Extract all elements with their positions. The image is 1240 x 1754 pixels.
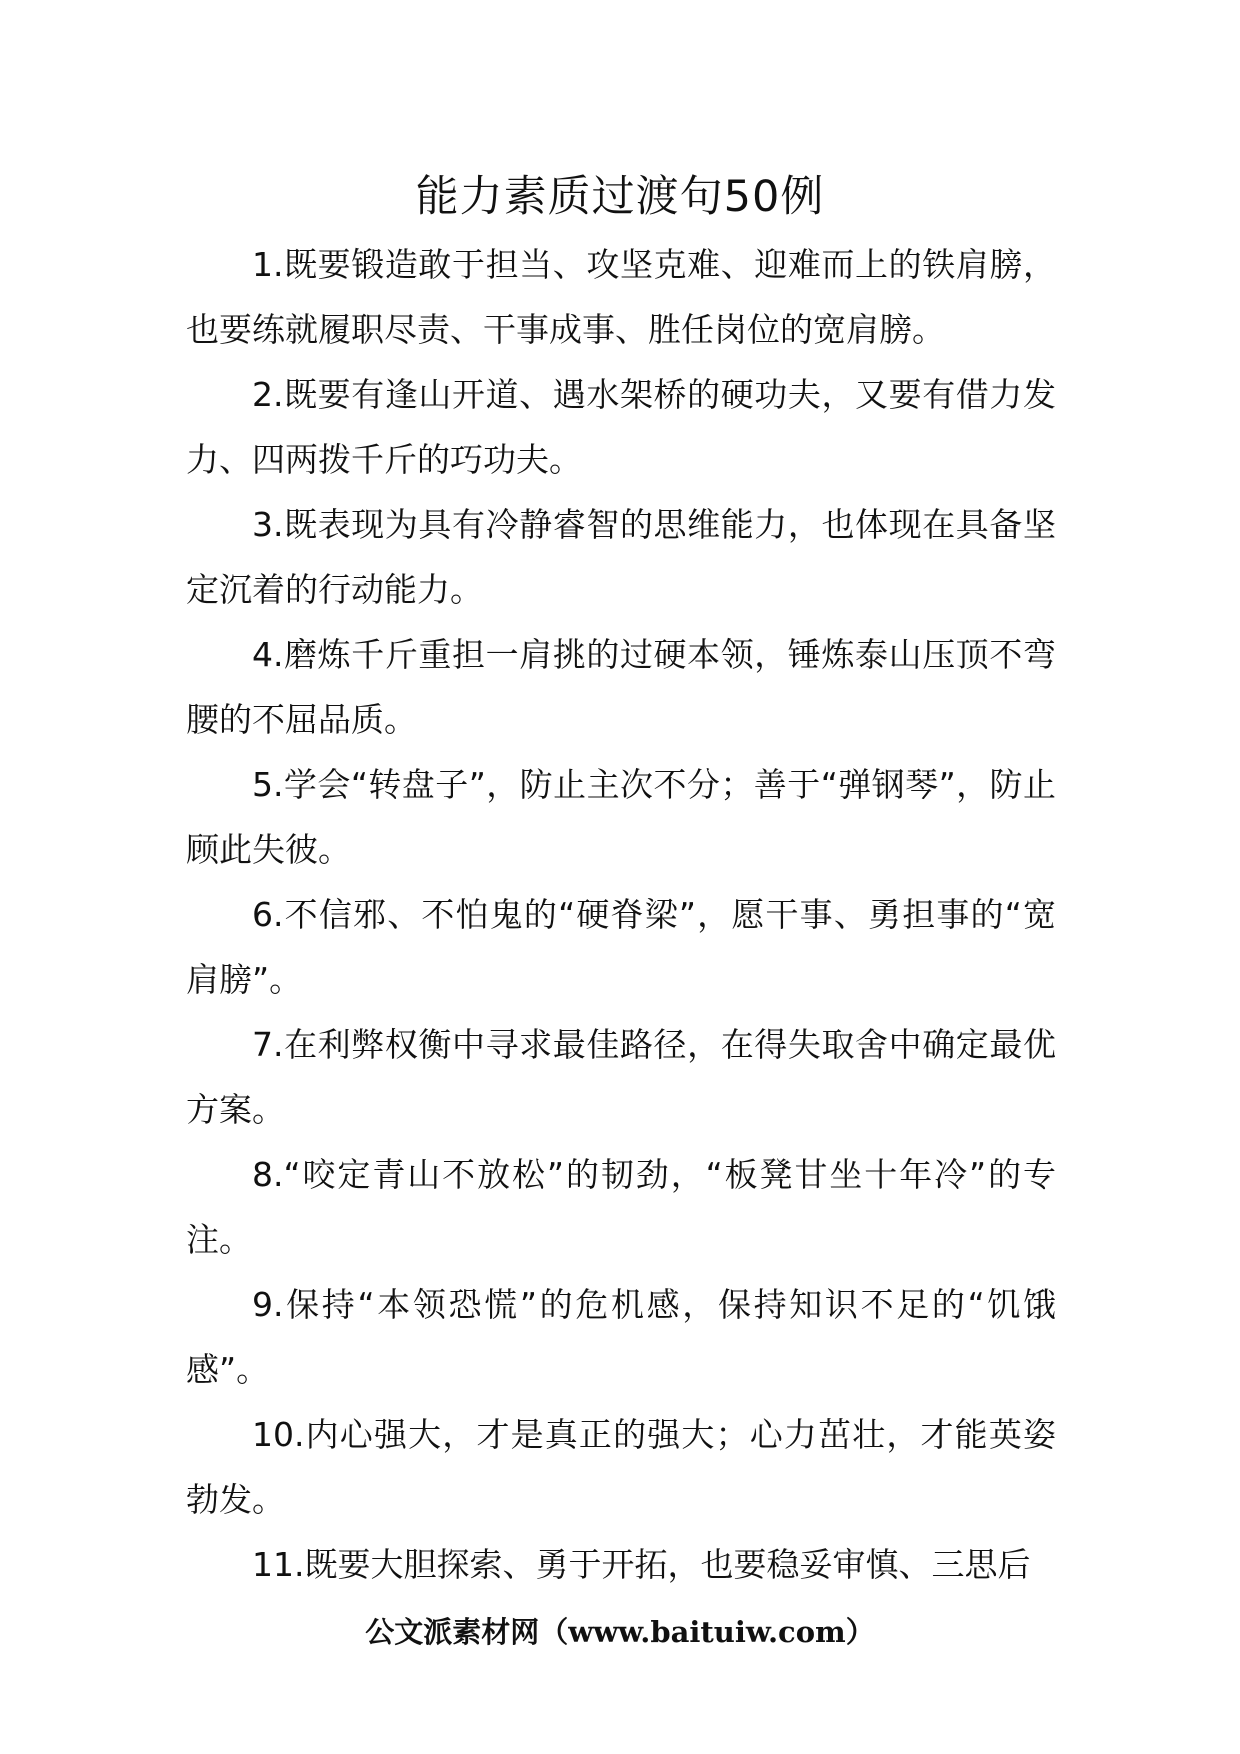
paragraph-7: 7.在利弊权衡中寻求最佳路径，在得失取舍中确定最优方案。 [186, 1025, 1056, 1129]
paragraph-6: 6.不信邪、不怕鬼的“硬脊梁”，愿干事、勇担事的“宽肩膀”。 [186, 895, 1056, 999]
paragraph-10: 10.内心强大，才是真正的强大；心力茁壮，才能英姿勃发。 [186, 1415, 1056, 1519]
paragraph-2: 2.既要有逢山开道、遇水架桥的硬功夫，又要有借力发力、四两拨千斤的巧功夫。 [186, 375, 1056, 479]
document-body [186, 232, 1056, 1597]
paragraph-5: 5.学会“转盘子”，防止主次不分；善于“弹钢琴”，防止顾此失彼。 [186, 765, 1056, 869]
paragraph-4: 4.磨炼千斤重担一肩挑的过硬本领，锤炼泰山压顶不弯腰的不屈品质。 [186, 635, 1056, 739]
paragraph-9: 9.保持“本领恐慌”的危机感，保持知识不足的“饥饿感”。 [186, 1285, 1056, 1389]
footer-watermark: 公文派素材网（www.baituiw.com） [365, 1615, 875, 1649]
paragraph-1: 1.既要锻造敢于担当、攻坚克难、迎难而上的铁肩膀，也要练就履职尽责、干事成事、胜任岗位的宽肩膀。 [186, 245, 1056, 349]
document-title: 能力素质过渡句50例 [415, 172, 825, 222]
paragraph-8: 8.“咬定青山不放松”的韧劲，“板凳甘坐十年冷”的专注。 [186, 1155, 1056, 1259]
paragraph-3: 3.既表现为具有冷静睿智的思维能力，也体现在具备坚定沉着的行动能力。 [186, 505, 1056, 609]
paragraph-11: 11.既要大胆探索、勇于开拓，也要稳妥审慎、三思后 [252, 1545, 1031, 1584]
